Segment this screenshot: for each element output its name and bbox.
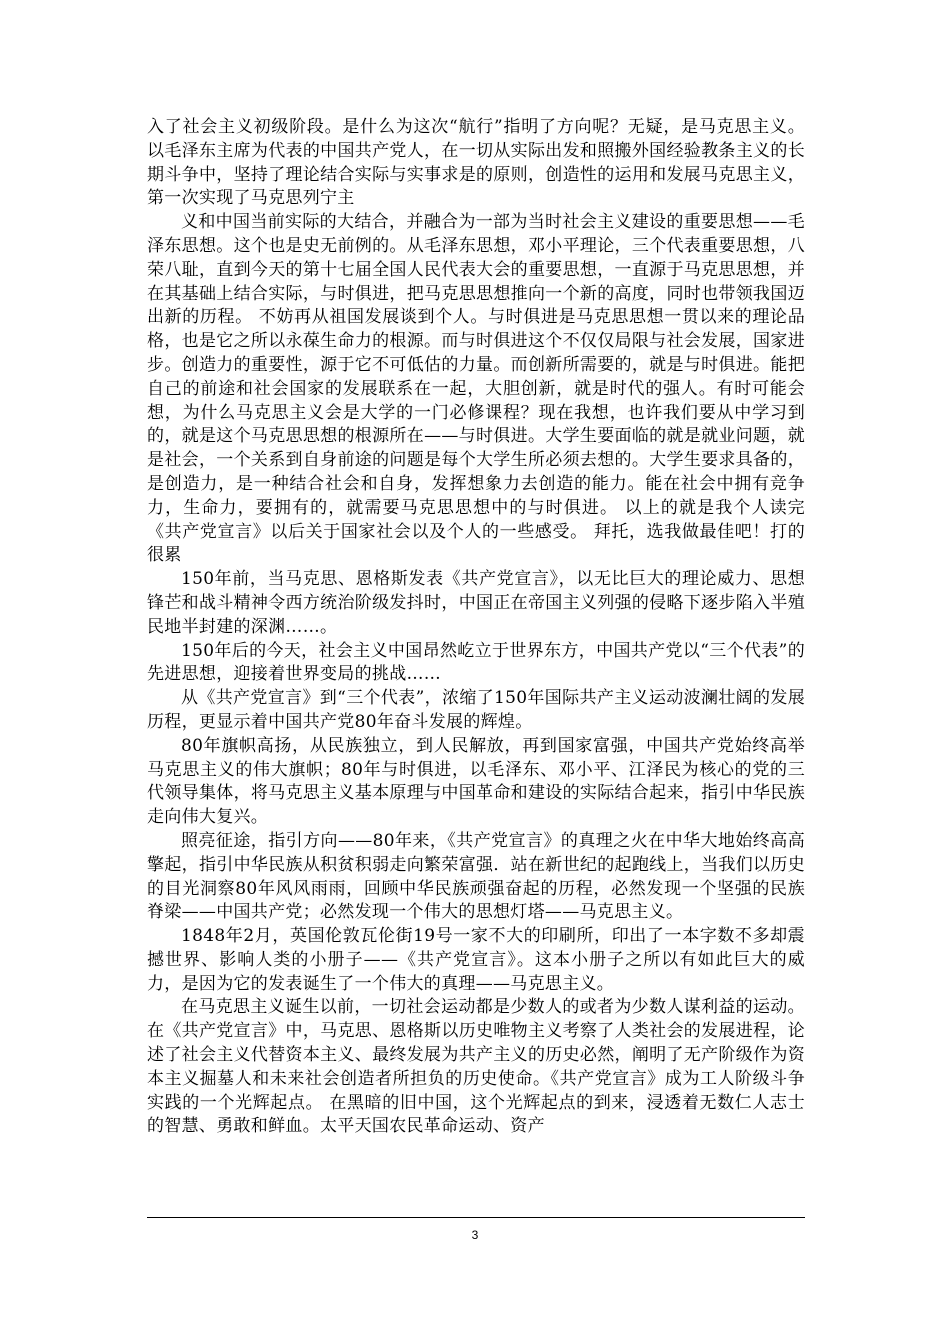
paragraph-3: 150年前，当马克思、恩格斯发表《共产党宣言》，以无比巨大的理论威力、思想锋芒和战斗精神令西方统治阶级发抖时，中国正在帝国主义列强的侵略下逐步陷入半殖民地半封建的深渊……。 bbox=[147, 569, 805, 637]
paragraph-4: 150年后的今天，社会主义中国昂然屹立于世界东方，中国共产党以“三个代表”的先进思想，迎接着世界变局的挑战…… bbox=[147, 640, 805, 685]
document-body bbox=[147, 116, 805, 1139]
footer-divider bbox=[147, 1217, 805, 1218]
paragraph-7: 照亮征途，指引方向——80年来，《共产党宣言》的真理之火在中华大地始终高高擎起，指引中华民族从积贫积弱走向繁荣富强．站在新世纪的起跑线上，当我们以历史的目光洞察80年风风雨雨，回顾中华民族顽强奋起的历程，必然发现一个坚强的民族脊梁——中国共产党；必然发现一个伟大的思想灯塔——马克思主义。 bbox=[147, 830, 805, 923]
paragraph-9: 在马克思主义诞生以前，一切社会运动都是少数人的或者为少数人谋利益的运动。在《共产党宣言》中，马克思、恩格斯以历史唯物主义考察了人类社会的发展进程，论述了社会主义代替资本主义、最终发展为共产主义的历史必然，阐明了无产阶级作为资本主义掘墓人和未来社会创造者所担负的历史使命。《共产党宣言》成为工人阶级斗争实践的一个光辉起点。 在黑暗的旧中国，这个光辉起点的到来，浸透着无数仁人志士的智慧、勇敢和鲜血。太平天国农民革命运动、资产 bbox=[147, 997, 805, 1137]
paragraph-6: 80年旗帜高扬，从民族独立，到人民解放，再到国家富强，中国共产党始终高举马克思主义的伟大旗帜；80年与时俱进，以毛泽东、邓小平、江泽民为核心的党的三代领导集体，将马克思主义基本原理与中国革命和建设的实际结合起来，指引中华民族走向伟大复兴。 bbox=[147, 735, 805, 828]
paragraph-2: 义和中国当前实际的大结合，并融合为一部为当时社会主义建设的重要思想——毛泽东思想。这个也是史无前例的。从毛泽东思想，邓小平理论，三个代表重要思想，八荣八耻，直到今天的第十七届全国人民代表大会的重要思想，一直源于马克思思想，并在其基础上结合实际，与时俱进，把马克思思想推向一个新的高度，同时也带领我国迈出新的历程。 不妨再从祖国发展谈到个人。与时俱进是马克思思想一贯以来的理论品格，也是它之所以永葆生命力的根源。而与时俱进这个不仅仅局限与社会发展，国家进步。创造力的重要性，源于它不可低估的力量。而创新所需要的，就是与时俱进。能把自己的前途和社会国家的发展联系在一起，大胆创新，就是时代的强人。有时可能会想，为什么马克思主义会是大学的一门必修课程？现在我想，也许我们要从中学习到的，就是这个马克思思想的根源所在——与时俱进。大学生要面临的就是就业问题，就是社会，一个关系到自身前途的问题是每个大学生所必须去想的。大学生要求具备的，是创造力，是一种结合社会和自身，发挥想象力去创造的能力。能在社会中拥有竞争力，生命力，要拥有的，就需要马克思思想中的与时俱进。 以上的就是我个人读完《共产党宣言》以后关于国家社会以及个人的一些感受。 拜托，选我做最佳吧！打的很累 bbox=[147, 212, 805, 566]
paragraph-5: 从《共产党宣言》到“三个代表”，浓缩了150年国际共产主义运动波澜壮阔的发展历程，更显示着中国共产党80年奋斗发展的辉煌。 bbox=[147, 688, 805, 732]
page-number: 3 bbox=[471, 1228, 479, 1242]
paragraph-1: 入了社会主义初级阶段。是什么为这次“航行”指明了方向呢？无疑，是马克思主义。以毛泽东主席为代表的中国共产党人，在一切从实际出发和照搬外国经验教条主义的长期斗争中，坚持了理论结合实际与实事求是的原则，创造性的运用和发展马克思主义，第一次实现了马克思列宁主 bbox=[147, 117, 805, 209]
paragraph-8: 1848年2月，英国伦敦瓦伦街19号一家不大的印刷所，印出了一本字数不多却震撼世界、影响人类的小册子——《共产党宣言》。这本小册子之所以有如此巨大的威力，是因为它的发表诞生了一个伟大的真理——马克思主义。 bbox=[147, 926, 805, 994]
